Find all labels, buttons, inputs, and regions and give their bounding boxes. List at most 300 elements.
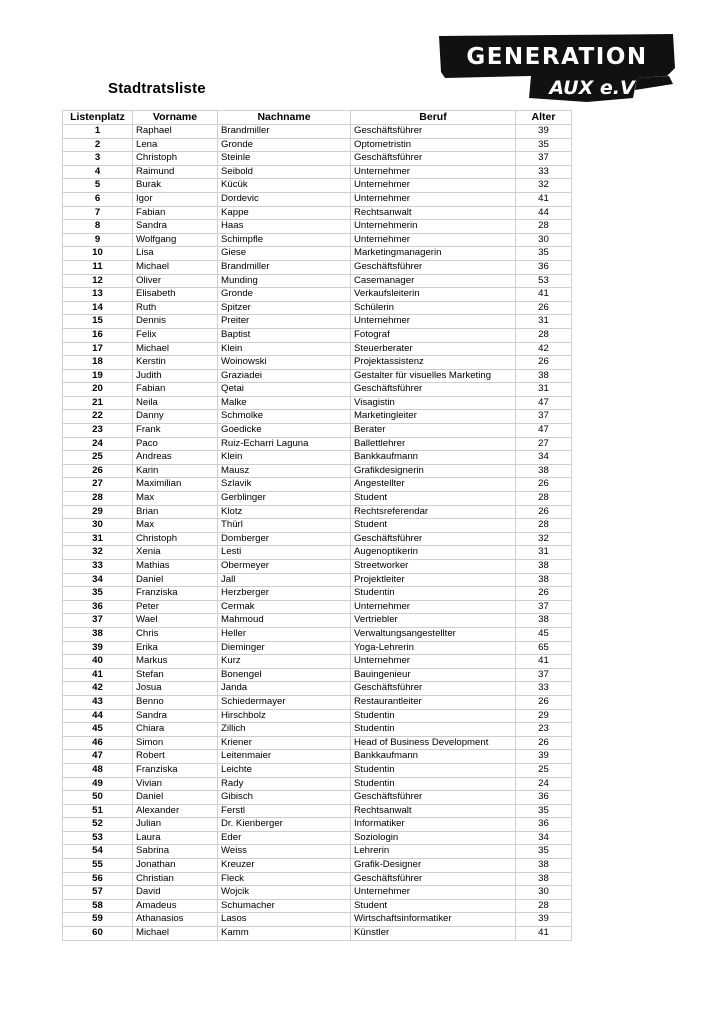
table-row [63,723,572,737]
table-row [63,315,572,329]
vorname-cell: Simon [133,736,218,750]
table-row [63,655,572,669]
vorname-cell: Ruth [133,301,218,315]
nachname-cell: Graziadei [218,369,351,383]
vorname-cell: Lena [133,138,218,152]
table-row [63,233,572,247]
vorname-cell: Laura [133,831,218,845]
listenplatz-cell: 38 [63,627,133,641]
vorname-cell: Athanasios [133,913,218,927]
beruf-cell: Unternehmer [351,165,516,179]
table-row [63,736,572,750]
beruf-cell: Studentin [351,723,516,737]
nachname-cell: Schumacher [218,899,351,913]
table-row [63,614,572,628]
table-row [63,600,572,614]
table-row [63,396,572,410]
beruf-cell: Studentin [351,709,516,723]
listenplatz-cell: 18 [63,356,133,370]
listenplatz-cell: 56 [63,872,133,886]
vorname-cell: Oliver [133,274,218,288]
table-row [63,356,572,370]
table-row [63,437,572,451]
beruf-cell: Grafikdesignerin [351,464,516,478]
generation-aux-logo [437,32,677,104]
listenplatz-cell: 4 [63,165,133,179]
vorname-cell: Josua [133,682,218,696]
alter-cell: 41 [516,192,572,206]
beruf-cell: Unternehmer [351,192,516,206]
table-row [63,927,572,941]
alter-cell: 38 [516,560,572,574]
listenplatz-cell: 26 [63,464,133,478]
table-row [63,247,572,261]
alter-cell: 53 [516,274,572,288]
listenplatz-cell: 44 [63,709,133,723]
beruf-cell: Angestellter [351,478,516,492]
alter-cell: 28 [516,899,572,913]
beruf-cell: Rechtsreferendar [351,505,516,519]
alter-cell: 41 [516,288,572,302]
alter-cell: 47 [516,424,572,438]
nachname-cell: Schimpfle [218,233,351,247]
vorname-cell: Michael [133,342,218,356]
table-row [63,383,572,397]
table-row [63,464,572,478]
nachname-cell: Baptist [218,328,351,342]
listenplatz-cell: 11 [63,260,133,274]
nachname-cell: Jall [218,573,351,587]
table-row [63,424,572,438]
vorname-cell: Julian [133,818,218,832]
alter-cell: 26 [516,505,572,519]
alter-cell: 38 [516,573,572,587]
beruf-cell: Optometristin [351,138,516,152]
table-row [63,587,572,601]
listenplatz-cell: 35 [63,587,133,601]
vorname-cell: Sandra [133,220,218,234]
header-vorname: Vorname [133,111,218,125]
nachname-cell: Dieminger [218,641,351,655]
beruf-cell: Geschäftsführer [351,152,516,166]
beruf-cell: Bauingenieur [351,668,516,682]
nachname-cell: Schmolke [218,410,351,424]
alter-cell: 25 [516,763,572,777]
table-row [63,165,572,179]
table-row [63,301,572,315]
listenplatz-cell: 43 [63,695,133,709]
beruf-cell: Berater [351,424,516,438]
alter-cell: 24 [516,777,572,791]
listenplatz-cell: 9 [63,233,133,247]
table-row [63,804,572,818]
vorname-cell: Michael [133,260,218,274]
nachname-cell: Leitenmaier [218,750,351,764]
alter-cell: 34 [516,831,572,845]
vorname-cell: Max [133,492,218,506]
listenplatz-cell: 60 [63,927,133,941]
beruf-cell: Geschäftsführer [351,872,516,886]
alter-cell: 41 [516,655,572,669]
alter-cell: 38 [516,614,572,628]
alter-cell: 26 [516,587,572,601]
vorname-cell: Lisa [133,247,218,261]
table-row [63,532,572,546]
alter-cell: 26 [516,695,572,709]
nachname-cell: Zillich [218,723,351,737]
nachname-cell: Gerblinger [218,492,351,506]
table-row [63,560,572,574]
table-row [63,859,572,873]
beruf-cell: Bankkaufmann [351,750,516,764]
listenplatz-cell: 29 [63,505,133,519]
listenplatz-cell: 58 [63,899,133,913]
vorname-cell: Vivian [133,777,218,791]
nachname-cell: Klein [218,451,351,465]
vorname-cell: Maximilian [133,478,218,492]
vorname-cell: Stefan [133,668,218,682]
nachname-cell: Kurz [218,655,351,669]
listenplatz-cell: 19 [63,369,133,383]
listenplatz-cell: 20 [63,383,133,397]
listenplatz-cell: 12 [63,274,133,288]
beruf-cell: Geschäftsführer [351,532,516,546]
nachname-cell: Mahmoud [218,614,351,628]
nachname-cell: Ferstl [218,804,351,818]
listenplatz-cell: 48 [63,763,133,777]
alter-cell: 37 [516,600,572,614]
beruf-cell: Marketingmanagerin [351,247,516,261]
listenplatz-cell: 23 [63,424,133,438]
beruf-cell: Gestalter für visuelles Marketing [351,369,516,383]
beruf-cell: Steuerberater [351,342,516,356]
vorname-cell: Karin [133,464,218,478]
vorname-cell: Alexander [133,804,218,818]
table-row [63,260,572,274]
listenplatz-cell: 34 [63,573,133,587]
alter-cell: 36 [516,791,572,805]
logo-line1: GENERATION [466,44,648,70]
alter-cell: 28 [516,519,572,533]
listenplatz-cell: 50 [63,791,133,805]
table-row [63,478,572,492]
vorname-cell: David [133,886,218,900]
beruf-cell: Grafik-Designer [351,859,516,873]
table-row [63,777,572,791]
alter-cell: 38 [516,369,572,383]
nachname-cell: Haas [218,220,351,234]
alter-cell: 39 [516,913,572,927]
vorname-cell: Neila [133,396,218,410]
listenplatz-cell: 46 [63,736,133,750]
beruf-cell: Studentin [351,763,516,777]
listenplatz-cell: 41 [63,668,133,682]
nachname-cell: Klotz [218,505,351,519]
listenplatz-cell: 53 [63,831,133,845]
beruf-cell: Schülerin [351,301,516,315]
vorname-cell: Franziska [133,763,218,777]
nachname-cell: Kücük [218,179,351,193]
logo-line2: AUX e.V [549,77,635,99]
nachname-cell: Domberger [218,532,351,546]
beruf-cell: Unternehmer [351,655,516,669]
vorname-cell: Franziska [133,587,218,601]
table-row [63,831,572,845]
vorname-cell: Fabian [133,206,218,220]
vorname-cell: Amadeus [133,899,218,913]
beruf-cell: Streetworker [351,560,516,574]
table-row [63,410,572,424]
vorname-cell: Raimund [133,165,218,179]
alter-cell: 39 [516,750,572,764]
nachname-cell: Kamm [218,927,351,941]
beruf-cell: Unternehmerin [351,220,516,234]
listenplatz-cell: 5 [63,179,133,193]
listenplatz-cell: 59 [63,913,133,927]
beruf-cell: Unternehmer [351,179,516,193]
beruf-cell: Student [351,519,516,533]
nachname-cell: Woinowski [218,356,351,370]
alter-cell: 33 [516,682,572,696]
table-row [63,899,572,913]
alter-cell: 35 [516,845,572,859]
beruf-cell: Unternehmer [351,886,516,900]
table-row [63,179,572,193]
alter-cell: 27 [516,437,572,451]
alter-cell: 26 [516,478,572,492]
table-row [63,709,572,723]
alter-cell: 32 [516,532,572,546]
alter-cell: 38 [516,464,572,478]
nachname-cell: Klein [218,342,351,356]
vorname-cell: Christian [133,872,218,886]
nachname-cell: Brandmiller [218,125,351,139]
listenplatz-cell: 51 [63,804,133,818]
header-beruf: Beruf [351,111,516,125]
listenplatz-cell: 22 [63,410,133,424]
vorname-cell: Christoph [133,532,218,546]
alter-cell: 23 [516,723,572,737]
vorname-cell: Raphael [133,125,218,139]
alter-cell: 38 [516,872,572,886]
beruf-cell: Yoga-Lehrerin [351,641,516,655]
nachname-cell: Mausz [218,464,351,478]
alter-cell: 34 [516,451,572,465]
table-row [63,288,572,302]
beruf-cell: Verkaufsleiterin [351,288,516,302]
alter-cell: 32 [516,179,572,193]
nachname-cell: Leichte [218,763,351,777]
beruf-cell: Studentin [351,587,516,601]
table-row [63,369,572,383]
page-title: Stadtratsliste [108,80,206,97]
listenplatz-cell: 13 [63,288,133,302]
listenplatz-cell: 14 [63,301,133,315]
table-row [63,152,572,166]
vorname-cell: Danny [133,410,218,424]
alter-cell: 44 [516,206,572,220]
nachname-cell: Lesti [218,546,351,560]
vorname-cell: Michael [133,927,218,941]
vorname-cell: Judith [133,369,218,383]
alter-cell: 33 [516,165,572,179]
table-row [63,192,572,206]
alter-cell: 37 [516,668,572,682]
beruf-cell: Wirtschaftsinformatiker [351,913,516,927]
vorname-cell: Max [133,519,218,533]
vorname-cell: Peter [133,600,218,614]
listenplatz-cell: 32 [63,546,133,560]
listenplatz-cell: 31 [63,532,133,546]
nachname-cell: Rady [218,777,351,791]
alter-cell: 65 [516,641,572,655]
vorname-cell: Sandra [133,709,218,723]
listenplatz-cell: 1 [63,125,133,139]
listenplatz-cell: 42 [63,682,133,696]
vorname-cell: Brian [133,505,218,519]
nachname-cell: Wojcik [218,886,351,900]
alter-cell: 39 [516,125,572,139]
beruf-cell: Restaurantleiter [351,695,516,709]
listenplatz-cell: 28 [63,492,133,506]
alter-cell: 26 [516,301,572,315]
vorname-cell: Paco [133,437,218,451]
beruf-cell: Student [351,899,516,913]
beruf-cell: Studentin [351,777,516,791]
vorname-cell: Mathias [133,560,218,574]
nachname-cell: Obermeyer [218,560,351,574]
listenplatz-cell: 36 [63,600,133,614]
table-row [63,886,572,900]
table-row [63,627,572,641]
listenplatz-cell: 17 [63,342,133,356]
vorname-cell: Benno [133,695,218,709]
listenplatz-cell: 49 [63,777,133,791]
listenplatz-cell: 37 [63,614,133,628]
nachname-cell: Munding [218,274,351,288]
table-row [63,519,572,533]
alter-cell: 29 [516,709,572,723]
alter-cell: 35 [516,804,572,818]
nachname-cell: Szlavik [218,478,351,492]
alter-cell: 37 [516,410,572,424]
beruf-cell: Unternehmer [351,315,516,329]
vorname-cell: Markus [133,655,218,669]
nachname-cell: Steinle [218,152,351,166]
alter-cell: 26 [516,356,572,370]
listenplatz-cell: 57 [63,886,133,900]
table-row [63,750,572,764]
table-row [63,220,572,234]
listenplatz-cell: 2 [63,138,133,152]
nachname-cell: Thürl [218,519,351,533]
listenplatz-cell: 33 [63,560,133,574]
alter-cell: 42 [516,342,572,356]
table-row [63,913,572,927]
alter-cell: 30 [516,886,572,900]
alter-cell: 31 [516,383,572,397]
table-row [63,342,572,356]
listenplatz-cell: 47 [63,750,133,764]
listenplatz-cell: 21 [63,396,133,410]
alter-cell: 41 [516,927,572,941]
beruf-cell: Künstler [351,927,516,941]
listenplatz-cell: 30 [63,519,133,533]
alter-cell: 35 [516,138,572,152]
table-row [63,328,572,342]
nachname-cell: Dr. Kienberger [218,818,351,832]
alter-cell: 28 [516,220,572,234]
alter-cell: 28 [516,328,572,342]
nachname-cell: Kriener [218,736,351,750]
nachname-cell: Gibisch [218,791,351,805]
beruf-cell: Informatiker [351,818,516,832]
listenplatz-cell: 45 [63,723,133,737]
beruf-cell: Unternehmer [351,233,516,247]
nachname-cell: Weiss [218,845,351,859]
nachname-cell: Spitzer [218,301,351,315]
vorname-cell: Daniel [133,573,218,587]
table-row [63,845,572,859]
nachname-cell: Eder [218,831,351,845]
alter-cell: 45 [516,627,572,641]
table-row [63,138,572,152]
table-row [63,274,572,288]
listenplatz-cell: 15 [63,315,133,329]
vorname-cell: Andreas [133,451,218,465]
beruf-cell: Vertriebler [351,614,516,628]
table-row [63,682,572,696]
vorname-cell: Sabrina [133,845,218,859]
alter-cell: 38 [516,859,572,873]
beruf-cell: Unternehmer [351,600,516,614]
table-row [63,872,572,886]
beruf-cell: Visagistin [351,396,516,410]
beruf-cell: Casemanager [351,274,516,288]
listenplatz-cell: 55 [63,859,133,873]
table-row [63,451,572,465]
vorname-cell: Christoph [133,152,218,166]
nachname-cell: Preiter [218,315,351,329]
listenplatz-cell: 40 [63,655,133,669]
table-row [63,695,572,709]
nachname-cell: Janda [218,682,351,696]
vorname-cell: Elisabeth [133,288,218,302]
beruf-cell: Verwaltungsangestellter [351,627,516,641]
beruf-cell: Projektassistenz [351,356,516,370]
nachname-cell: Goedicke [218,424,351,438]
beruf-cell: Head of Business Development [351,736,516,750]
listenplatz-cell: 39 [63,641,133,655]
listenplatz-cell: 25 [63,451,133,465]
beruf-cell: Geschäftsführer [351,383,516,397]
table-row [63,668,572,682]
vorname-cell: Wael [133,614,218,628]
beruf-cell: Student [351,492,516,506]
table-row [63,791,572,805]
beruf-cell: Rechtsanwalt [351,206,516,220]
vorname-cell: Chris [133,627,218,641]
header-listenplatz: Listenplatz [63,111,133,125]
nachname-cell: Gronde [218,288,351,302]
vorname-cell: Igor [133,192,218,206]
beruf-cell: Augenoptikerin [351,546,516,560]
nachname-cell: Fleck [218,872,351,886]
vorname-cell: Frank [133,424,218,438]
vorname-cell: Jonathan [133,859,218,873]
table-row [63,573,572,587]
nachname-cell: Kappe [218,206,351,220]
